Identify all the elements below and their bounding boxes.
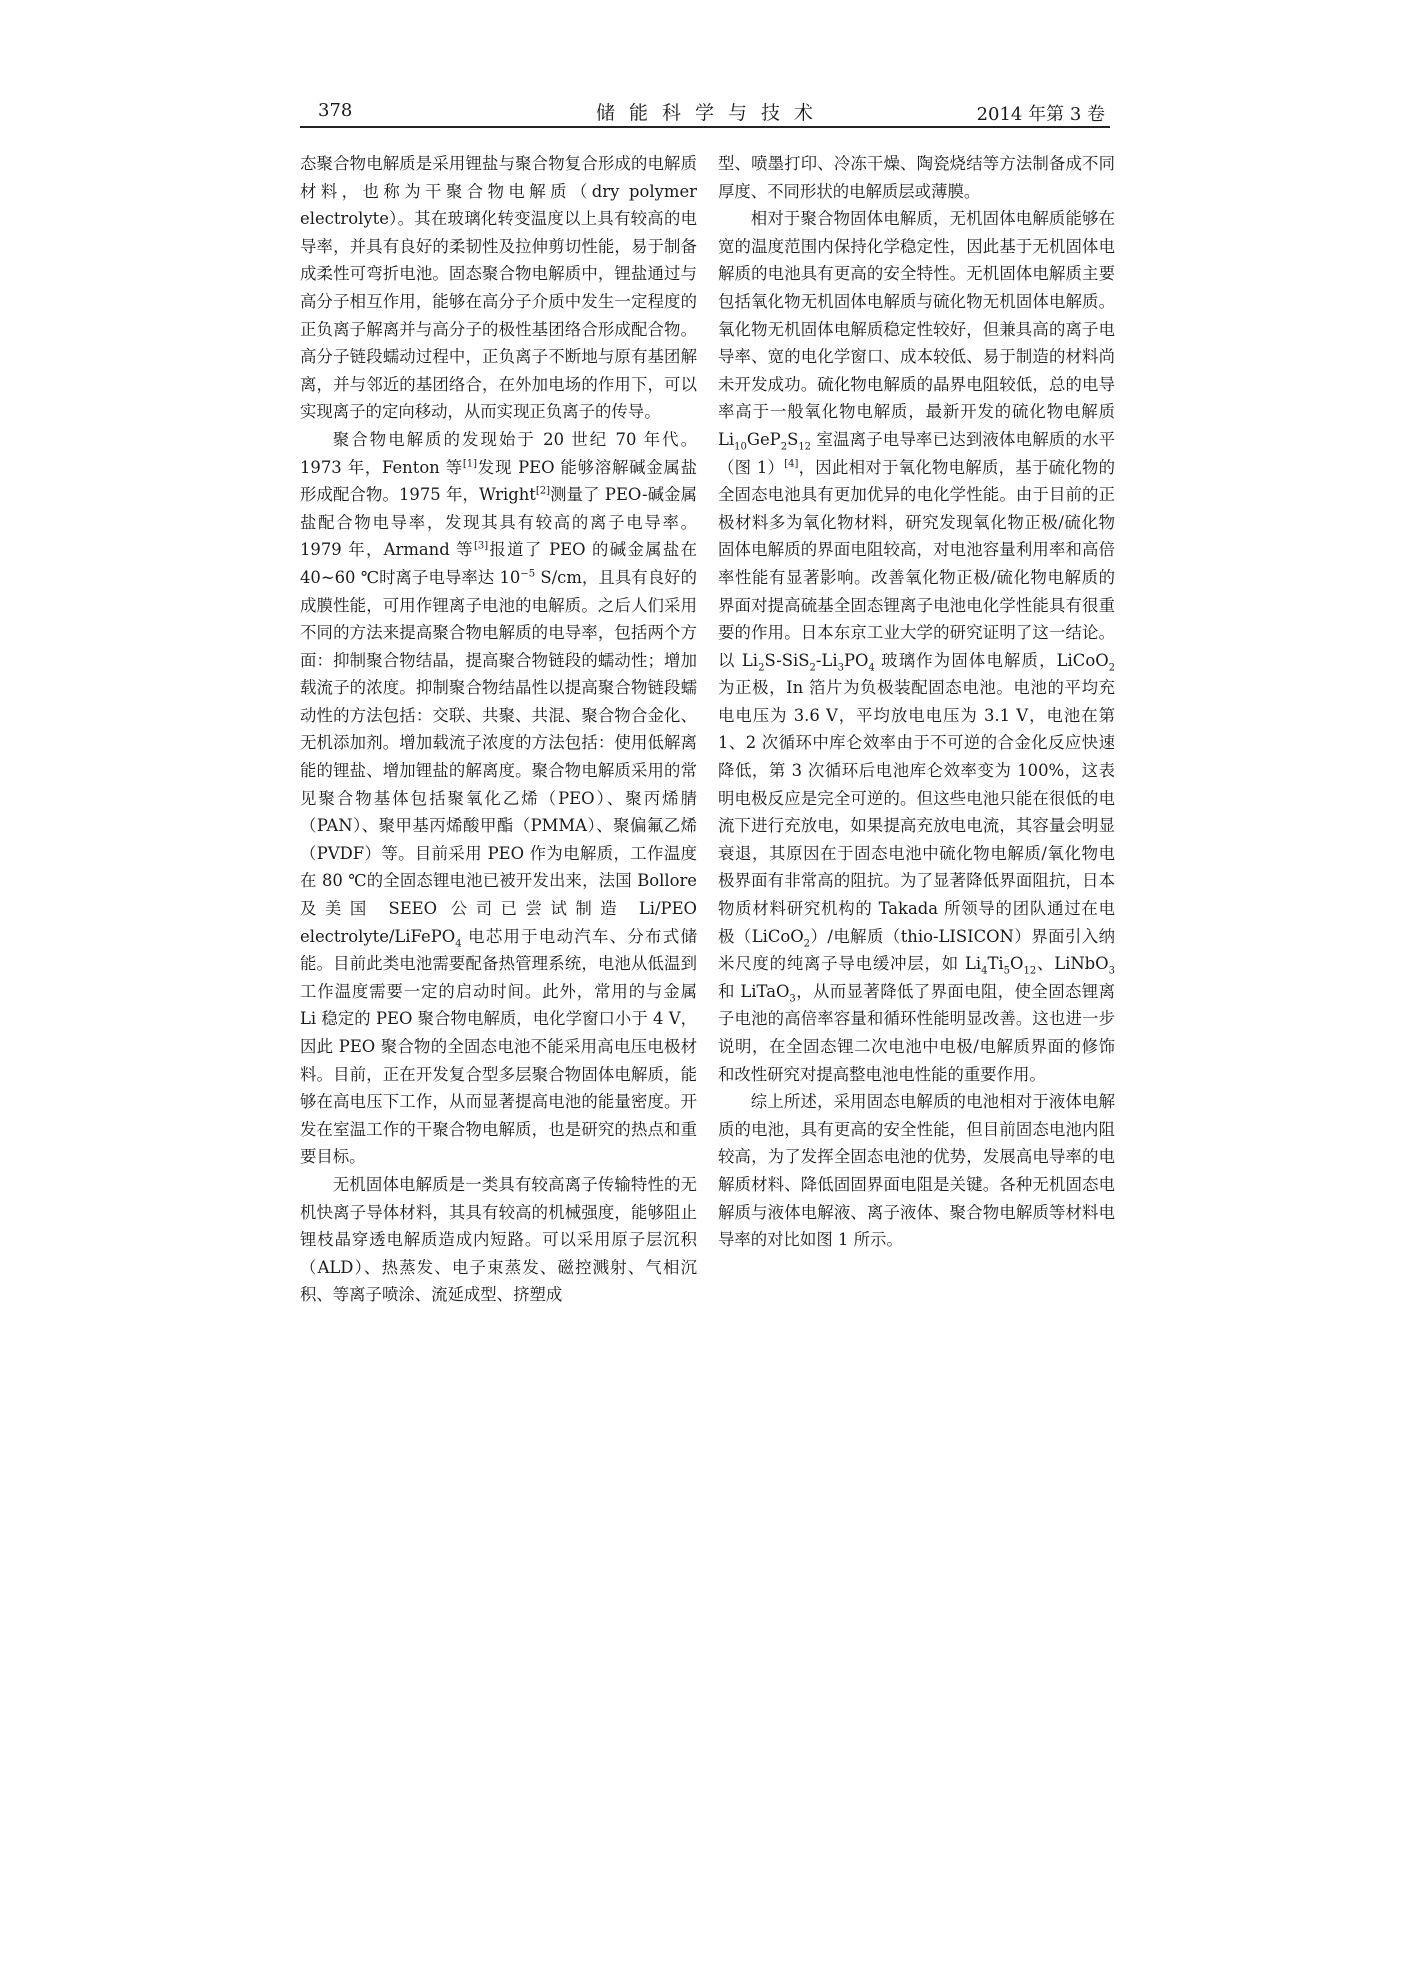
citation: [1] xyxy=(462,458,478,470)
citation: [3] xyxy=(473,540,489,552)
exponent: −5 xyxy=(520,568,536,580)
paragraph: 相对于聚合物固体电解质，无机固体电解质能够在宽的温度范围内保持化学稳定性，因此基于无机固体电解质的电池具有更高的安全特性。无机固体电解质主要包括氧化物无机固体电解质与硫化物无机固体电解质。氧化物无机固体电解质稳定性较好，但兼具高的离子电导率、宽的电化学窗口、成本较低、易于制造的材料尚未开发成功。硫化物电解质的晶界电阻较低，总的电导率高于一般氧化物电解质，最新开发的硫化物电解质 $Li_{10}GeP_2S_{12}$ 室温离子电导率已达到液体电解质的水平（图 1）[4]，因此相对于氧化物电解质，基于硫化物的全固态电池具有更加优异的电化学性能。由于目前的正极材料多为氧化物材料，研究发现氧化物正极/硫化物固体电解质的界面电阻较高，对电池容量利用率和高倍率性能有显著影响。改善氧化物正极/硫化物电解质的界面对提高硫基全固态锂离子电池电化学性能具有很重要的作用。日本东京工业大学的研究证明了这一结论。以 $Li_2S-SiS_2-Li_3PO_4$ 玻璃作为固体电解质，LiCoO$_2$ 为正极，In 箔片为负极装配固态电池。电池的平均充电电压为 3.6 V，平均放电电压为 3.1 V，电池在第 1、2 次循环中库仑效率由于不可逆的合金化反应快速降低，第 3 次循环后电池库仑效率变为 100%，这表明电极反应是完全可逆的。但这些电池只能在很低的电流下进行充放电，如果提高充放电电流，其容量会明显衰退，其原因在于固态电池中硫化物电解质/氧化物电极界面有非常高的阻抗。为了显著降低界面阻抗，日本物质材料研究机构的 Takada 所领导的团队通过在电极（LiCoO$_2$）/电解质（thio-LISICON）界面引入纳米尺度的纯离子导电缓冲层，如 $Li_4Ti_5O_{12}$、LiNbO$_3$ 和 LiTaO$_3$，从而显著降低了界面电阻，使全固态锂离子电池的高倍率容量和循环性能明显改善。这也进一步说明，在全固态锂二次电池中电极/电解质界面的修饰和改性研究对提高整电池电性能的重要作用。 xyxy=(718,209,1116,1084)
paragraph: 态聚合物电解质是采用锂盐与聚合物复合形成的电解质材料，也称为干聚合物电解质（dry polymer electrolyte）。其在玻璃化转变温度以上具有较高的电导率，并具有良好的柔韧性及拉伸剪切性能，易于制备成柔性可弯折电池。固态聚合物电解质中，锂盐通过与高分子相互作用，能够在高分子介质中发生一定程度的正负离子解离并与高分子的极性基团络合形成配合物。高分子链段蠕动过程中，正负离子不断地与原有基团解离，并与邻近的基团络合，在外加电场的作用下，可以实现离子的定向移动，从而实现正负离子的传导。 xyxy=(300,154,697,422)
paragraph: 型、喷墨打印、冷冻干燥、陶瓷烧结等方法制备成不同厚度、不同形状的电解质层或薄膜。 xyxy=(718,154,1115,201)
running-header xyxy=(318,96,1105,126)
page-number: 378 xyxy=(318,100,353,121)
header-rule xyxy=(300,126,1110,128)
citation: [2] xyxy=(535,485,551,497)
issue-label: 2014 年第 3 卷 xyxy=(976,104,1105,125)
journal-title: 储能科学与技术 xyxy=(595,102,827,124)
paragraph: 无机固体电解质是一类具有较高离子传输特性的无机快离子导体材料，其具有较高的机械强度，能够阻止锂枝晶穿透电解质造成内短路。可以采用原子层沉积（ALD）、热蒸发、电子束蒸发、磁控溅射、气相沉积、等离子喷涂、流延成型、挤塑成 xyxy=(300,1174,697,1305)
citation: [4] xyxy=(784,458,799,470)
right-column xyxy=(718,150,1115,1254)
left-column xyxy=(300,150,697,1309)
paragraph: 综上所述，采用固态电解质的电池相对于液体电解质的电池，具有更高的安全性能，但目前固态电池内阻较高，为了发挥全固态电池的优势，发展高电导率的电解质材料、降低固固界面电阻是关键。各种无机固态电解质与液体电解液、离子液体、聚合物电解质等材料电导率的对比如图 1 所示。 xyxy=(718,1092,1115,1250)
paragraph: 聚合物电解质的发现始于 20 世纪 70 年代。1973 年，Fenton 等[1]发现 PEO 能够溶解碱金属盐形成配合物。1975 年，Wright[2]测量了 PEO-碱金属盐配合物电导率，发现其具有较高的离子电导率。1979 年，Armand 等[3]报道了 PEO 的碱金属盐在 40~60 ℃时离子电导率达 $10^{-5}$ S/cm，且具有良好的成膜性能，可用作锂离子电池的电解质。之后人们采用不同的方法来提高聚合物电解质的电导率，包括两个方面：抑制聚合物结晶，提高聚合物链段的蠕动性；增加载流子的浓度。抑制聚合物结晶性以提高聚合物链段蠕动性的方法包括：交联、共聚、共混、聚合物合金化、无机添加剂。增加载流子浓度的方法包括：使用低解离能的锂盐、增加锂盐的解离度。聚合物电解质采用的常见聚合物基体包括聚氧化乙烯（PEO）、聚丙烯腈（PAN）、聚甲基丙烯酸甲酯（PMMA）、聚偏氟乙烯（PVDF）等。目前采用 PEO 作为电解质，工作温度在 80 ℃的全固态锂电池已被开发出来，法国 Bollore 及美国 SEEO 公司已尝试制造 Li/PEO electrolyte/LiFePO$_4$ 电芯用于电动汽车、分布式储能。目前此类电池需要配备热管理系统，电池从低温到工作温度需要一定的启动时间。此外，常用的与金属 Li 稳定的 PEO 聚合物电解质，电化学窗口小于 4 V，因此 PEO 聚合物的全固态电池不能采用高电压电极材料。目前，正在开发复合型多层聚合物固体电解质，能够在高电压下工作，从而显著提高电池的能量密度。开发在室温工作的干聚合物电解质，也是研究的热点和重要目标。 xyxy=(300,429,698,1167)
